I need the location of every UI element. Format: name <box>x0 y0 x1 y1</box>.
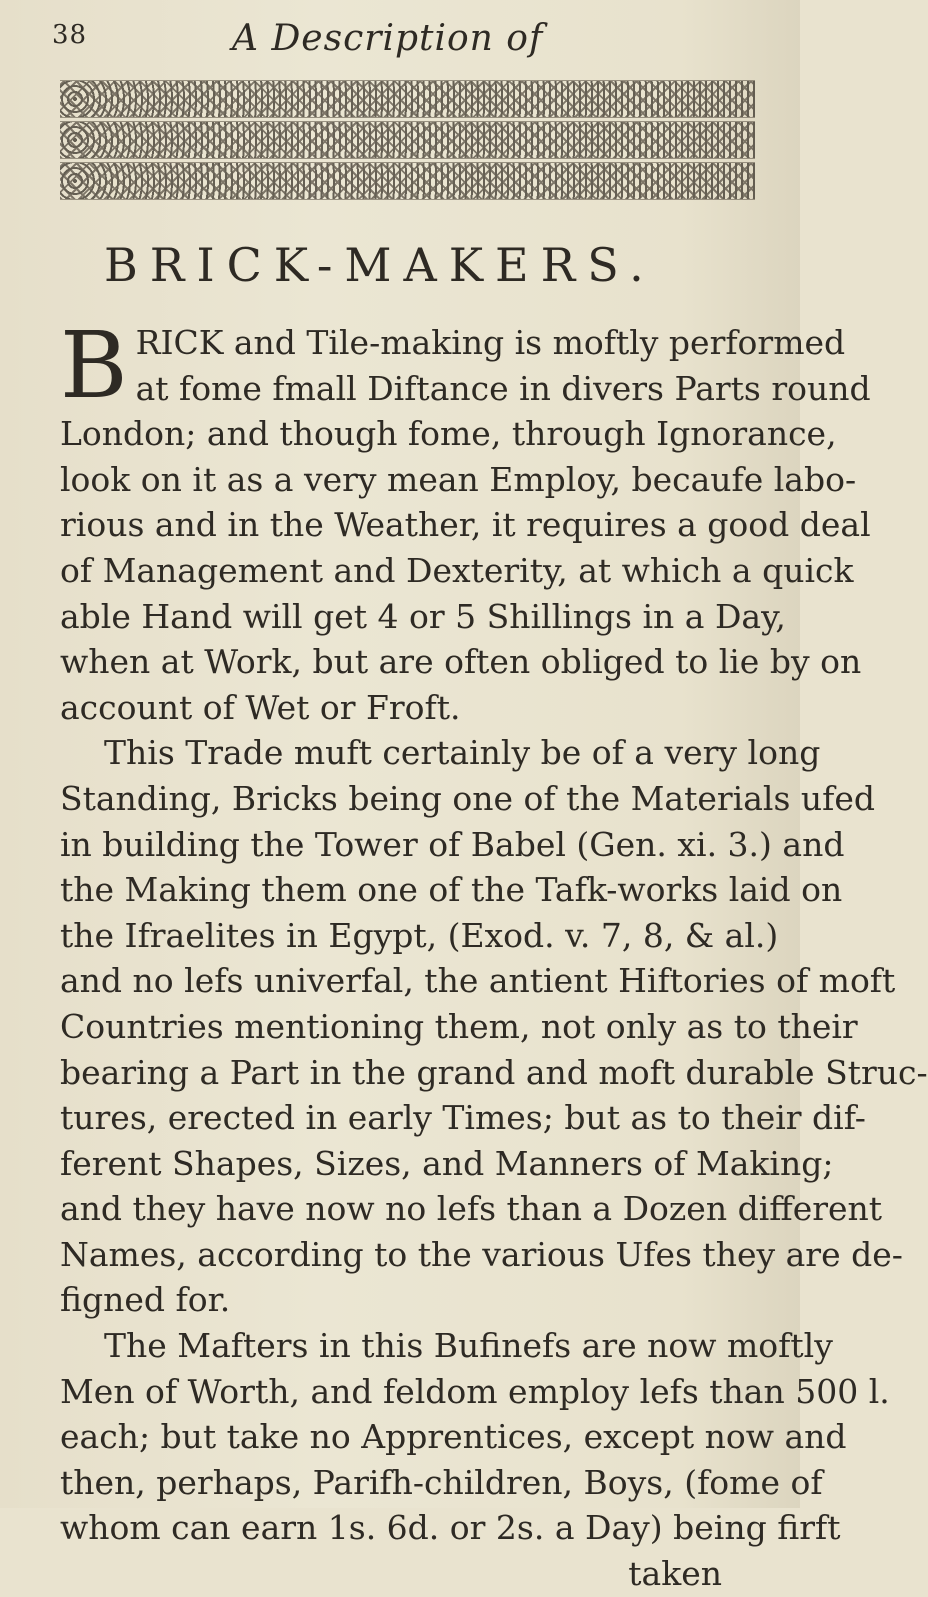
text-line: rious and in the Weather, it requires a good deal <box>60 505 871 545</box>
running-title: A Description of <box>232 18 544 59</box>
text-line: Countries mentioning them, not only as to their <box>60 1006 858 1046</box>
text-line: London; and though fome, through Ignorance, <box>60 414 837 454</box>
text-line: and they have now no lefs than a Dozen different <box>60 1189 883 1229</box>
text-line: at fome fmall Diftance in divers Parts round <box>135 368 871 408</box>
drop-cap: B <box>60 312 128 419</box>
paragraph-1 <box>60 312 871 730</box>
ornament-row <box>60 80 755 118</box>
text-line: then, perhaps, Parifh-children, Boys, (fome of <box>60 1462 823 1502</box>
text-line: the Ifraelites in Egypt, (Exod. v. 7, 8, & al.) <box>60 915 779 955</box>
text-line: Standing, Bricks being one of the Materials ufed <box>60 778 875 818</box>
paragraph-3 <box>60 1323 890 1551</box>
text-line: and no lefs univerfal, the antient Hiftories of moft <box>60 961 896 1001</box>
ornament-row <box>60 162 755 200</box>
text-line: whom can earn 1s. 6d. or 2s. a Day) being firft <box>60 1508 841 1548</box>
ornament-row <box>60 121 755 159</box>
text-line: ferent Shapes, Sizes, and Manners of Making; <box>60 1143 834 1183</box>
text-line: in building the Tower of Babel (Gen. xi. 3.) and <box>60 824 845 864</box>
text-line: when at Work, but are often obliged to lie by on <box>60 642 862 682</box>
text-line: bearing a Part in the grand and moft durable Struc- <box>60 1052 928 1092</box>
text-line: able Hand will get 4 or 5 Shillings in a Day, <box>60 596 786 636</box>
text-line: RICK and Tile-making is moftly performed <box>135 323 846 362</box>
paragraph-2 <box>60 730 928 1323</box>
text-line: of Management and Dexterity, at which a quick <box>60 550 854 590</box>
running-head <box>52 18 752 68</box>
text-line: The Mafters in this Bufinefs are now moftly <box>104 1326 833 1366</box>
section-heading: BRICK-MAKERS. <box>104 238 656 292</box>
text-line: figned for. <box>60 1280 231 1320</box>
text-line: each; but take no Apprentices, except now and <box>60 1417 847 1457</box>
text-line: Men of Worth, and feldom employ lefs than 500 l. <box>60 1371 890 1411</box>
text-line: tures, erected in early Times; but as to their dif- <box>60 1098 866 1138</box>
text-line: account of Wet or Froft. <box>60 687 461 727</box>
body-text <box>60 312 928 1597</box>
text-line: This Trade muft certainly be of a very long <box>104 733 821 773</box>
catchword: taken <box>628 1554 722 1594</box>
decorative-ornament-band <box>60 80 755 200</box>
text-line: look on it as a very mean Employ, becaufe labo- <box>60 459 857 499</box>
page-number: 38 <box>52 20 88 50</box>
text-line: Names, according to the various Ufes they are de- <box>60 1234 903 1274</box>
text-line: the Making them one of the Tafk-works laid on <box>60 870 843 910</box>
